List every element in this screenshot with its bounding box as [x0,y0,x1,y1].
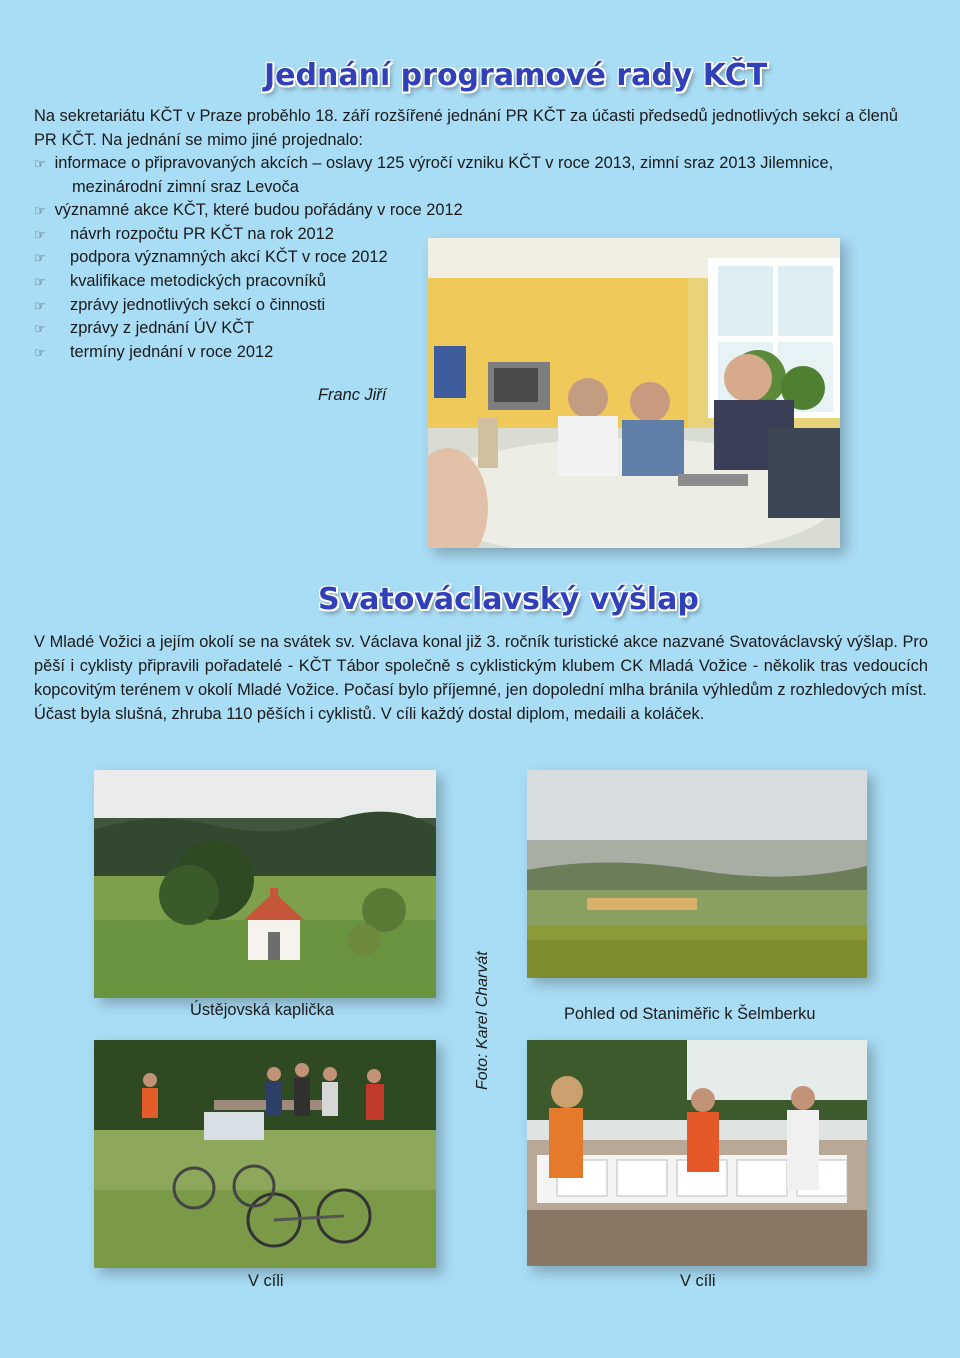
article2-paragraph-2: Účast byla slušná, zhruba 110 pěších i cyklistů. V cíli každý dostal diplom, medaili a koláček. [34,705,705,723]
list-item: ☞ významné akce KČT, které budou pořádány v roce 2012 [34,199,833,223]
list-item: ☞ termíny jednání v roce 2012 [34,341,833,365]
list-item: ☞ informace o připravovaných akcích – oslavy 125 výročí vzniku KČT v roce 2013, zimní sraz 2013 Jilemnice, [34,152,833,176]
pointing-hand-icon: ☞ [34,226,46,242]
article2-title: Svatováclavský výšlap [318,582,699,617]
article1-author: Franc Jiří [318,386,387,404]
list-item: ☞ podpora významných akcí KČT v roce 2012 [34,246,833,270]
article2-body [34,630,928,726]
photo-credit: Foto: Karel Charvát [474,951,491,1090]
pointing-hand-icon: ☞ [34,344,46,360]
finish-photo-right [527,1040,867,1266]
pointing-hand-icon: ☞ [34,297,46,313]
article2-paragraph: V Mladé Vožici a jejím okolí se na svátek sv. Václava konal již 3. ročník turistické akce nazvané Svatováclavský výšlap. Pro pěší i cyklisty připravili pořadatelé - KČT Tábor společně s cyklistickým klubem CK Mladá Vožice - několik tras vedoucích kopcovitým terénem v okolí Mladé Vožice. Počasí bylo příjemné, jen dopolední mlha bránila výhledům z rozhledových míst. [34,633,928,699]
pointing-hand-icon: ☞ [34,156,46,171]
list-item: ☞ zprávy jednotlivých sekcí o činnosti [34,294,833,318]
article1-title: Jednání programové rady KČT [264,58,768,93]
list-item: mezinárodní zimní sraz Levoča [72,177,299,196]
list-item: ☞ zprávy z jednání ÚV KČT [34,317,833,341]
caption-chapel: Ústějovská kaplička [190,1001,334,1019]
pointing-hand-icon: ☞ [34,203,46,219]
meeting-photo [428,238,840,548]
view-photo [527,770,867,978]
pointing-hand-icon: ☞ [34,250,46,266]
finish-photo-left [94,1040,436,1268]
caption-view: Pohled od Staniměřic k Šelmberku [564,1005,816,1023]
list-item: ☞ návrh rozpočtu PR KČT na rok 2012 [34,223,833,247]
pointing-hand-icon: ☞ [34,273,46,289]
article1-intro: Na sekretariátu KČT v Praze proběhlo 18. září rozšířené jednání PR KČT za účasti předsedů jednotlivých sekcí a členů PR KČT. Na jednání se mimo jiné projednalo: [34,107,898,149]
list-item: ☞ kvalifikace metodických pracovníků [34,270,833,294]
chapel-photo [94,770,436,998]
pointing-hand-icon: ☞ [34,321,46,337]
caption-finish-left: V cíli [248,1272,284,1290]
caption-finish-right: V cíli [680,1272,716,1290]
